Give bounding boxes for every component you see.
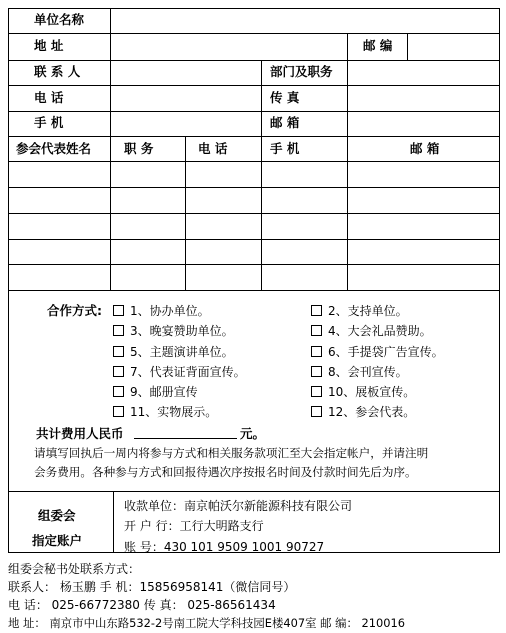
bank: 开 户 行：工行大明路支行 [124, 519, 264, 533]
delegate-title-header: 职 务 [124, 141, 154, 156]
row-divider [8, 136, 500, 137]
option-11[interactable]: 11、实物展示。 [113, 404, 217, 420]
col-divider [185, 136, 186, 290]
secretariat-phone-fax: 电 话： 025-66772380 传 真： 025-86561434 [8, 598, 276, 612]
email-label: 邮 箱 [270, 115, 300, 130]
total-fee-field[interactable] [134, 438, 237, 439]
row-divider [8, 111, 500, 112]
option-12[interactable]: 12、参会代表。 [311, 404, 415, 420]
row-divider [8, 187, 500, 188]
col-divider [261, 60, 262, 136]
secretariat-address: 地 址： 南京市中山东路532-2号南工院大学科技园E楼407室 邮 编： 210016 [8, 616, 405, 630]
checkbox[interactable] [113, 366, 124, 377]
account-label-line-1: 组委会 [38, 508, 76, 523]
delegate-mobile-header: 手 机 [270, 141, 300, 156]
delegate-email-header: 邮 箱 [410, 141, 440, 156]
checkbox[interactable] [311, 366, 322, 377]
row-divider [8, 161, 500, 162]
note-line-2: 会务费用。各种参与方式和回报待遇次序按报名时间及付款时间先后为序。 [34, 465, 417, 479]
checkbox[interactable] [113, 346, 124, 357]
row-divider [8, 290, 500, 291]
col-divider [113, 491, 114, 553]
checkbox[interactable] [311, 386, 322, 397]
option-9[interactable]: 9、邮册宣传 [113, 384, 198, 400]
checkbox[interactable] [113, 386, 124, 397]
postcode-label: 邮 编 [363, 38, 393, 53]
delegate-name-header: 参会代表姓名 [16, 141, 92, 156]
note-line-1: 请填写回执后一周内将参与方式和相关服务款项汇至大会指定帐户，并请注明 [34, 446, 429, 460]
option-1[interactable]: 1、协办单位。 [113, 303, 210, 319]
row-divider [8, 33, 500, 34]
col-divider [261, 136, 262, 290]
col-divider [347, 136, 348, 290]
option-7[interactable]: 7、代表证背面宣传。 [113, 364, 246, 380]
row-divider [8, 239, 500, 240]
option-2[interactable]: 2、支持单位。 [311, 303, 408, 319]
fax-label: 传 真 [270, 90, 300, 105]
col-divider [347, 60, 348, 136]
option-5[interactable]: 5、主题演讲单位。 [113, 344, 234, 360]
phone-label: 电 话 [34, 90, 64, 105]
col-divider [407, 33, 408, 60]
secretariat-title: 组委会秘书处联系方式： [8, 562, 141, 576]
dept-title-label: 部门及职务 [270, 64, 333, 79]
row-divider [8, 85, 500, 86]
row-divider [8, 491, 500, 492]
option-4[interactable]: 4、大会礼品赞助。 [311, 323, 432, 339]
row-divider [8, 60, 500, 61]
checkbox[interactable] [311, 346, 322, 357]
checkbox[interactable] [113, 305, 124, 316]
payee: 收款单位：南京帕沃尔新能源科技有限公司 [124, 499, 353, 513]
col-divider [110, 8, 111, 290]
mobile-label: 手 机 [34, 115, 64, 130]
total-fee-label: 共计费用人民币 [36, 426, 124, 441]
account-number: 账 号：430 101 9509 1001 90727 [124, 540, 325, 554]
unit-name-label: 单位名称 [34, 12, 85, 27]
delegate-phone-header: 电 话 [198, 141, 228, 156]
contact-label: 联 系 人 [34, 64, 81, 79]
checkbox[interactable] [311, 305, 322, 316]
row-divider [8, 264, 500, 265]
total-fee-unit: 元。 [240, 426, 266, 441]
checkbox[interactable] [311, 406, 322, 417]
row-divider [8, 213, 500, 214]
col-divider [347, 33, 348, 60]
address-label: 地 址 [34, 38, 64, 53]
option-10[interactable]: 10、展板宣传。 [311, 384, 415, 400]
option-6[interactable]: 6、手提袋广告宣传。 [311, 344, 444, 360]
checkbox[interactable] [113, 325, 124, 336]
option-8[interactable]: 8、会刊宣传。 [311, 364, 408, 380]
cooperation-label: 合作方式: [47, 303, 102, 318]
secretariat-contact: 联系人： 杨玉鹏 手 机：15856958141（微信同号） [8, 580, 296, 594]
checkbox[interactable] [311, 325, 322, 336]
option-3[interactable]: 3、晚宴赞助单位。 [113, 323, 234, 339]
checkbox[interactable] [113, 406, 124, 417]
account-label-line-2: 指定账户 [32, 533, 83, 548]
